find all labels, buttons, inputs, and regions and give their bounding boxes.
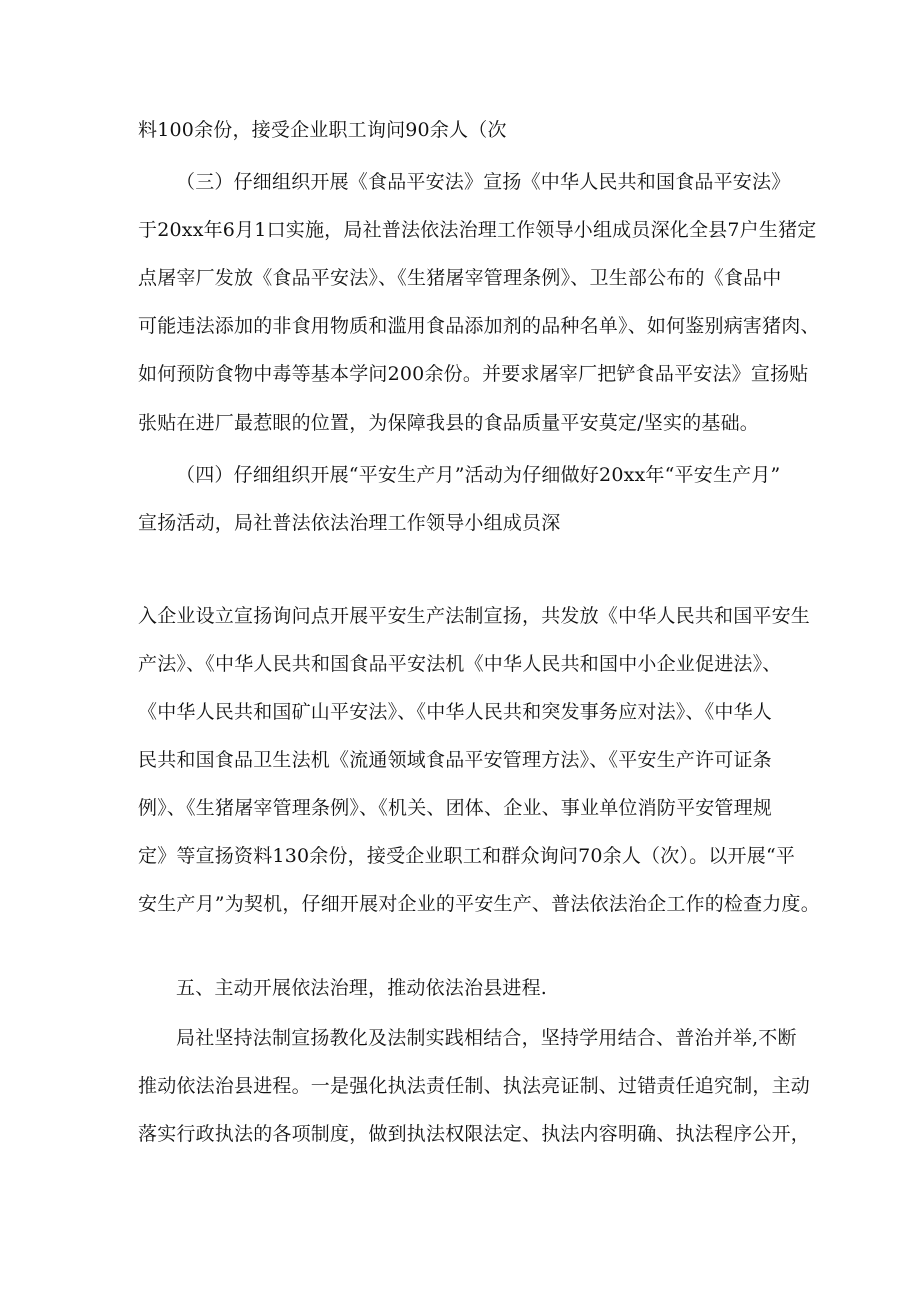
text-line-8: （四）仔细组织开展“平安生产月”活动为仔细做好20xx年“平安生产月”: [176, 464, 781, 486]
text-line-11: 产法》、《中华人民共和国食品平安法机《中华人民共和国中小企业促进法》、: [138, 653, 782, 675]
text-line-3: 于20xx年6月1口实施，局社普法依法治理工作领导小组成员深化全县7户生猪定: [138, 219, 817, 241]
text-line-6: 如何预防食物中毒等基本学问200余份。并要求屠宰厂把铲食品平安法》宣扬贴: [138, 363, 809, 385]
text-line-7: 张贴在进厂最惹眼的位置，为保障我县的食品质量平安莫定/坚实的基础。: [138, 412, 760, 434]
text-line-13: 民共和国食品卫生法机《流通领域食品平安管理方法》、《平安生产许可证条: [138, 749, 772, 771]
text-line-15: 定》等宣扬资料130余份，接受企业职工和群众询问70余人（次）。以开展“平: [138, 845, 796, 867]
text-line-9: 宣扬活动，局社普法依法治理工作领导小组成员深: [138, 512, 561, 534]
text-line-2: （三）仔细组织开展《食品平安法》宣扬《中华人民共和国食品平安法》: [176, 171, 791, 193]
text-line-1: 料100余份，接受企业职工询问90余人（次: [138, 119, 507, 141]
text-line-20: 落实行政执法的各项制度，做到执法权限法定、执法内容明确、执法程序公开，: [138, 1123, 811, 1145]
text-line-14: 例》、《生猪屠宰管理条例》、《机关、团体、企业、事业单位消防平安管理规: [138, 797, 773, 819]
text-line-12: 《中华人民共和国矿山平安法》、《中华人民共和突发事务应对法》、《中华人: [138, 701, 773, 723]
text-line-10: 入企业设立宣扬询问点开展平安生产法制宣扬，共发放《中华人民共和国平安生: [138, 605, 811, 627]
text-line-19: 推动依法治县进程。一是强化执法责任制、执法亮证制、过错责任追究制，主动: [138, 1075, 811, 1097]
text-line-4: 点屠宰厂发放《食品平安法》、《生猪屠宰管理条例》、卫生部公布的《食品中: [138, 267, 782, 289]
text-line-16: 安生产月”为契机，仔细开展对企业的平安生产、普法依法治企工作的检查力度。: [138, 893, 820, 915]
text-line-5: 可能违法添加的非食用物质和滥用食品添加剂的品种名单》、如何鉴别病害猪肉、: [138, 315, 820, 337]
section-heading: 五、主动开展依法治理，推动依法治县进程.: [176, 977, 548, 999]
text-line-18: 局社坚持法制宣扬教化及法制实践相结合，坚持学用结合、普治并举,不断: [176, 1027, 797, 1049]
